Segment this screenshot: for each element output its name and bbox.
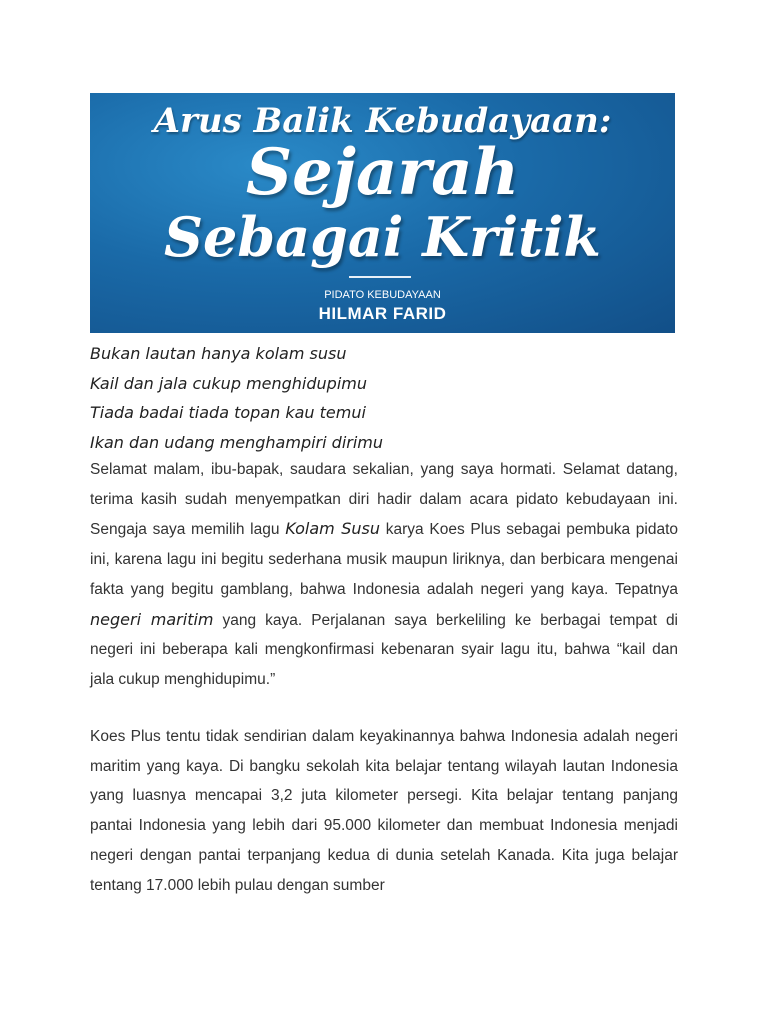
paragraph-text: karya Koes Plus sebagai pembuka pidato ini, karena lagu ini begitu sederhana musik maupun liriknya, dan berbicara mengenai fakta yang begitu gamblang, bahwa Indonesia adalah negeri yang kaya. Tepatnya <box>90 521 679 598</box>
paragraph-text: yang kaya. Perjalanan saya berkeliling ke berbagai tempat di negeri ini beberapa kali mengkonfirmasi kebenaran syair lagu itu, bahwa “kail dan jala cukup menghidupimu.” <box>90 611 679 688</box>
banner-divider <box>349 276 411 278</box>
paragraph-2: Koes Plus tentu tidak sendirian dalam keyakinannya bahwa Indonesia adalah negeri maritim yang kaya. Di bangku sekolah kita belajar tentang wilayah lautan Indonesia yang luasnya mencapai 3,2 juta kilometer persegi. Kita belajar tentang panjang pantai Indonesia yang lebih dari 95.000 kilometer dan membuat Indonesia menjadi negeri dengan pantai terpanjang kedua di dunia setelah Kanada. Kita juga belajar tentang 17.000 lebih pulau dengan sumber <box>90 728 678 894</box>
paragraph-text: Selamat malam, ibu-bapak, saudara sekalian, yang saya hormati. Selamat datang, terima kasih sudah menyempatkan diri hadir dalam acara pidato kebudayaan ini. Sengaja saya memilih lagu <box>90 461 678 539</box>
verse-line: Kail dan jala cukup menghidupimu <box>90 373 367 393</box>
song-verse <box>90 339 383 457</box>
banner-author: HILMAR FARID <box>318 304 447 323</box>
emphasis-text: negeri maritim <box>90 609 214 629</box>
paragraph-1 <box>90 455 678 695</box>
banner-title-line1: Sejarah <box>245 135 520 210</box>
verse-line: Bukan lautan hanya kolam susu <box>90 344 347 363</box>
cover-banner <box>90 93 675 333</box>
verse-line: Tiada badai tiada topan kau temui <box>90 403 366 422</box>
banner-title-line2: Sebagai Kritik <box>164 205 601 269</box>
verse-line: Ikan dan udang menghampiri dirimu <box>90 432 384 452</box>
song-title: Kolam Susu <box>285 519 381 539</box>
banner-heading: Arus Balik Kebudayaan: <box>153 101 612 141</box>
banner-subtitle: PIDATO KEBUDAYAAN <box>324 289 441 301</box>
